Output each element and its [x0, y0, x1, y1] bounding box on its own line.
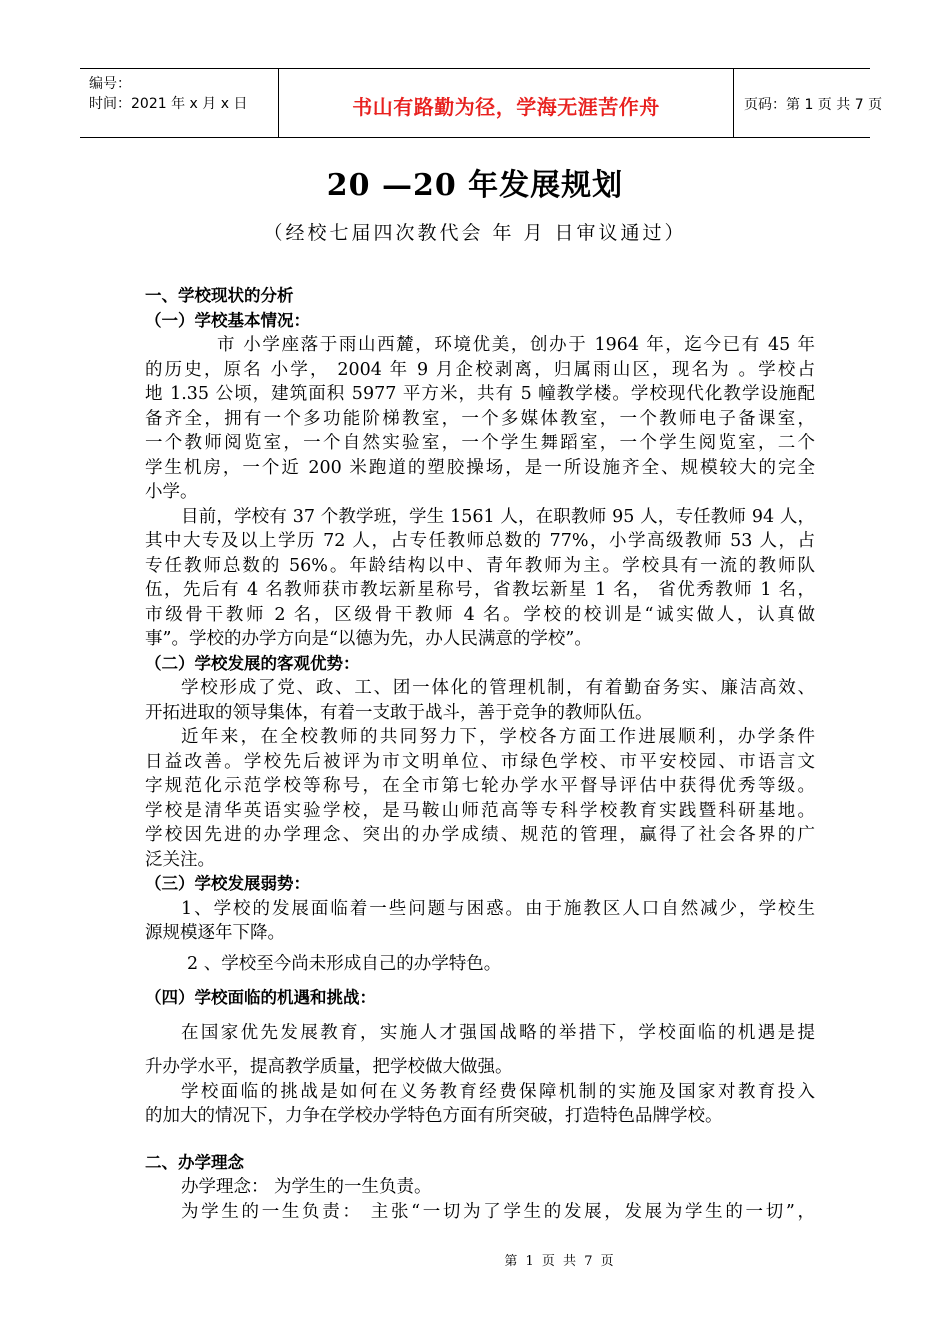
paragraph-line: 学校是清华英语实验学校，是马鞍山师范高等专科学校教育实践暨科研基地。 [145, 800, 815, 821]
document-body [145, 284, 815, 1224]
subsection-heading: （一）学校基本情况： [145, 310, 310, 330]
paragraph-line: 字规范化示范学校等称号，在全市第七轮办学水平督导评估中获得优秀等级。 [145, 776, 815, 796]
number-label: 编号： [89, 76, 131, 92]
paragraph-line: 的历史，原名 小学， 2004 年 9 月企校剥离，归属雨山区，现名为 。学校占 [145, 359, 815, 380]
header-motto-cell [279, 69, 734, 137]
time-label: 时间：2021 年 x 月 x 日 [89, 96, 248, 112]
paragraph-line: 小学。 [145, 482, 198, 502]
paragraph-line: 伍，先后有 4 名教师获市教坛新星称号，省教坛新星 1 名， 省优秀教师 1 名， [145, 580, 815, 600]
subsection-heading: （四）学校面临的机遇和挑战： [145, 988, 376, 1007]
paragraph-line: 备齐全，拥有一个多功能阶梯教室，一个多媒体教室，一个教师电子备课室， [145, 408, 815, 429]
subsection-heading: （二）学校发展的客观优势： [145, 653, 360, 673]
paragraph-line: 开拓进取的领导集体，有着一支敢于战斗，善于竞争的教师队伍。 [145, 702, 653, 723]
page-footer: 第 1 页 共 7 页 [504, 1254, 616, 1269]
section-heading: 二、办学理念 [145, 1152, 244, 1172]
header-page-cell [734, 69, 883, 137]
section-heading: 一、学校现状的分析 [145, 286, 294, 305]
paragraph-line: 学校面临的挑战是如何在义务教育经费保障机制的实施及国家对教育投入 [181, 1081, 815, 1102]
paragraph-line: 升办学水平，提高教学质量，把学校做大做强。 [145, 1057, 513, 1077]
paragraph-line: 专任教师总数的 56%。年龄结构以中、青年教师为主。学校具有一流的教师队 [145, 555, 815, 576]
page-label: 页码：第 1 页 共 7 页 [744, 97, 883, 113]
paragraph-line: 办学理念： 为学生的一生负责。 [181, 1177, 432, 1197]
motto: 书山有路勤为径，学海无涯苦作舟 [352, 95, 660, 119]
paragraph-line: 其中大专及以上学历 72 人，占专任教师总数的 77%，小学高级教师 53 人，占 [145, 531, 815, 551]
document-header [80, 68, 883, 138]
paragraph-line: 近年来，在全校教师的共同努力下，学校各方面工作进展顺利，办学条件 [181, 727, 815, 747]
paragraph-line: 学校因先进的办学理念、突出的办学成绩、规范的管理，赢得了社会各界的广 [145, 825, 815, 845]
paragraph-line: 的加大的情况下，力争在学校办学特色方面有所突破，打造特色品牌学校。 [145, 1106, 723, 1126]
paragraph-line: 泛关注。 [145, 849, 215, 870]
subsection-heading: （三）学校发展弱势： [145, 874, 310, 893]
paragraph-line: 2 、学校至今尚未形成自己的办学特色。 [187, 953, 502, 974]
document-subtitle: （经校七届四次教代会 年 月 日审议通过） [263, 222, 687, 244]
paragraph-line: 日益改善。学校先后被评为市文明单位、市绿色学校、市平安校园、市语言文 [145, 751, 815, 772]
paragraph-line: 地 1.35 公顷，建筑面积 5977 平方米，共有 5 幢教学楼。学校现代化教学设施配 [145, 384, 815, 404]
paragraph-line: 市级骨干教师 2 名，区级骨干教师 4 名。学校的校训是“诚实做人，认真做 [145, 604, 815, 625]
paragraph-line: 市 小学座落于雨山西麓，环境优美，创办于 1964 年，迄今已有 45 年 [217, 335, 815, 355]
header-meta-cell [80, 69, 279, 137]
paragraph-line: 1、学校的发展面临着一些问题与困惑。由于施教区人口自然减少，学校生 [181, 898, 815, 919]
paragraph-line: 源规模逐年下降。 [145, 923, 285, 943]
paragraph-line: 学生机房，一个近 200 米跑道的塑胶操场，是一所设施齐全、规模较大的完全 [145, 457, 815, 478]
paragraph-line: 目前，学校有 37 个教学班，学生 1561 人，在职教师 95 人，专任教师 94 人， [181, 506, 815, 527]
paragraph-line: 事”。学校的办学方向是“以德为先，办人民满意的学校”。 [145, 629, 592, 649]
paragraph-line: 在国家优先发展教育，实施人才强国战略的举措下，学校面临的机遇是提 [181, 1022, 815, 1043]
paragraph-line: 学校形成了党、政、工、团一体化的管理机制，有着勤奋务实、廉洁高效、 [181, 678, 815, 698]
paragraph-line: 一个教师阅览室，一个自然实验室，一个学生舞蹈室，一个学生阅览室，二个 [145, 433, 815, 453]
paragraph-line: 为学生的一生负责： 主张“一切为了学生的发展，发展为学生的一切”， [181, 1201, 815, 1222]
document-title: 20 —20 年发展规划 [326, 168, 624, 203]
